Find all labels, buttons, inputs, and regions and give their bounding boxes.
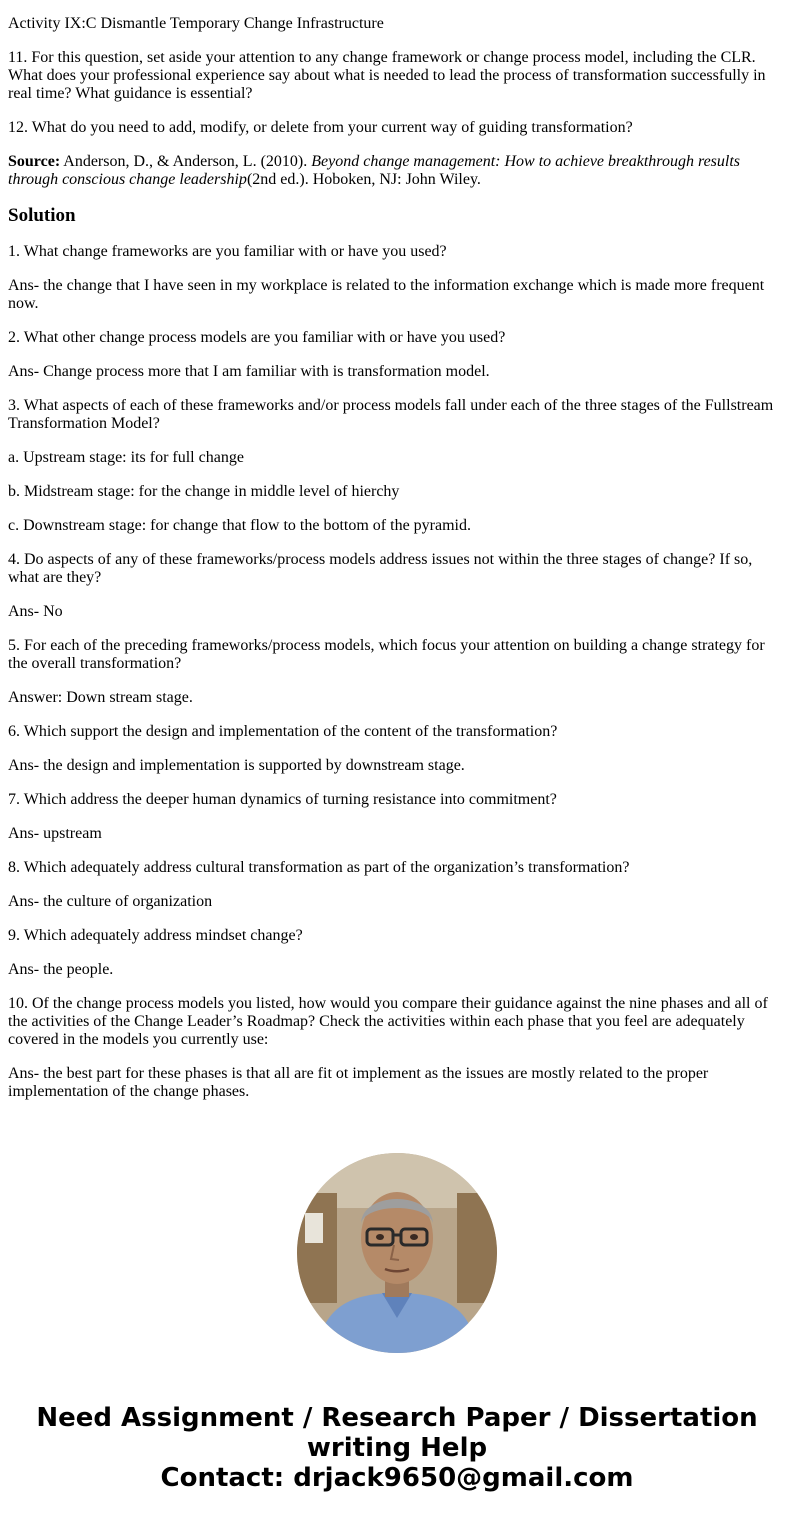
solution-paragraph: 5. For each of the preceding frameworks/process models, which focus your attention on building a change strategy for the overall transformation?	[8, 637, 765, 672]
source-authors: Anderson, D., & Anderson, L. (2010).	[60, 153, 312, 170]
question-12: 12. What do you need to add, modify, or delete from your current way of guiding transformation?	[8, 119, 633, 136]
promo-line-2: writing Help	[306, 1433, 488, 1463]
solution-paragraph: 4. Do aspects of any of these frameworks/process models address issues not within the three stages of change? If so, what are they?	[8, 551, 753, 586]
solution-paragraph: Ans- the design and implementation is supported by downstream stage.	[8, 757, 465, 774]
solution-paragraph: b. Midstream stage: for the change in middle level of hierchy	[8, 483, 400, 500]
solution-paragraph: Ans- Change process more that I am familiar with is transformation model.	[8, 363, 490, 380]
source-book-title: Beyond change management: How to achieve breakthrough results through conscious change leadership	[8, 153, 741, 188]
promo-contact: Contact: drjack9650@gmail.com	[160, 1463, 634, 1493]
solution-paragraph: Ans- No	[8, 603, 63, 620]
solution-paragraph: Answer: Down stream stage.	[8, 689, 193, 706]
solution-paragraph: 7. Which address the deeper human dynamics of turning resistance into commitment?	[8, 791, 557, 808]
solution-paragraph: Ans- upstream	[8, 825, 102, 842]
source-label: Source:	[8, 153, 61, 170]
solution-paragraph: 3. What aspects of each of these frameworks and/or process models fall under each of the three stages of the Fullstream Transformation Model?	[8, 397, 774, 432]
solution-paragraph: 1. What change frameworks are you familiar with or have you used?	[8, 243, 447, 260]
solution-paragraph: 8. Which adequately address cultural transformation as part of the organization’s transformation?	[8, 859, 630, 876]
solution-paragraph: 6. Which support the design and implementation of the content of the transformation?	[8, 723, 558, 740]
solution-paragraph: 2. What other change process models are you familiar with or have you used?	[8, 329, 506, 346]
solution-paragraph: Ans- the change that I have seen in my workplace is related to the information exchange which is made more frequent now.	[8, 277, 765, 312]
solution-paragraph: Ans- the culture of organization	[8, 893, 213, 910]
help-promo	[0, 1403, 794, 1493]
solution-paragraph: Ans- the people.	[8, 961, 114, 978]
solution-paragraph: 9. Which adequately address mindset change?	[8, 927, 303, 944]
solution-paragraph: 10. Of the change process models you listed, how would you compare their guidance against the nine phases and all of the activities of the Change Leader’s Roadmap? Check the activities within each phase that you feel are adequately covered in the models you currently use:	[8, 995, 768, 1048]
source-publication: (2nd ed.). Hoboken, NJ: John Wiley.	[246, 171, 481, 188]
question-11: 11. For this question, set aside your attention to any change framework or change process model, including the CLR. What does your professional experience say about what is needed to lead the process of transformation successfully in real time? What guidance is essential?	[8, 49, 766, 102]
source-citation	[8, 153, 780, 189]
promo-line-1: Need Assignment / Research Paper / Dissertation	[36, 1403, 758, 1433]
solution-heading: Solution	[8, 205, 76, 226]
author-photo	[297, 1153, 497, 1353]
document-body	[8, 15, 780, 1117]
solution-paragraph: Ans- the best part for these phases is that all are fit ot implement as the issues are mostly related to the proper implementation of the change phases.	[8, 1065, 709, 1100]
solution-paragraph: a. Upstream stage: its for full change	[8, 449, 244, 466]
solution-paragraph: c. Downstream stage: for change that flow to the bottom of the pyramid.	[8, 517, 471, 534]
activity-title: Activity IX:C Dismantle Temporary Change Infrastructure	[8, 15, 384, 32]
